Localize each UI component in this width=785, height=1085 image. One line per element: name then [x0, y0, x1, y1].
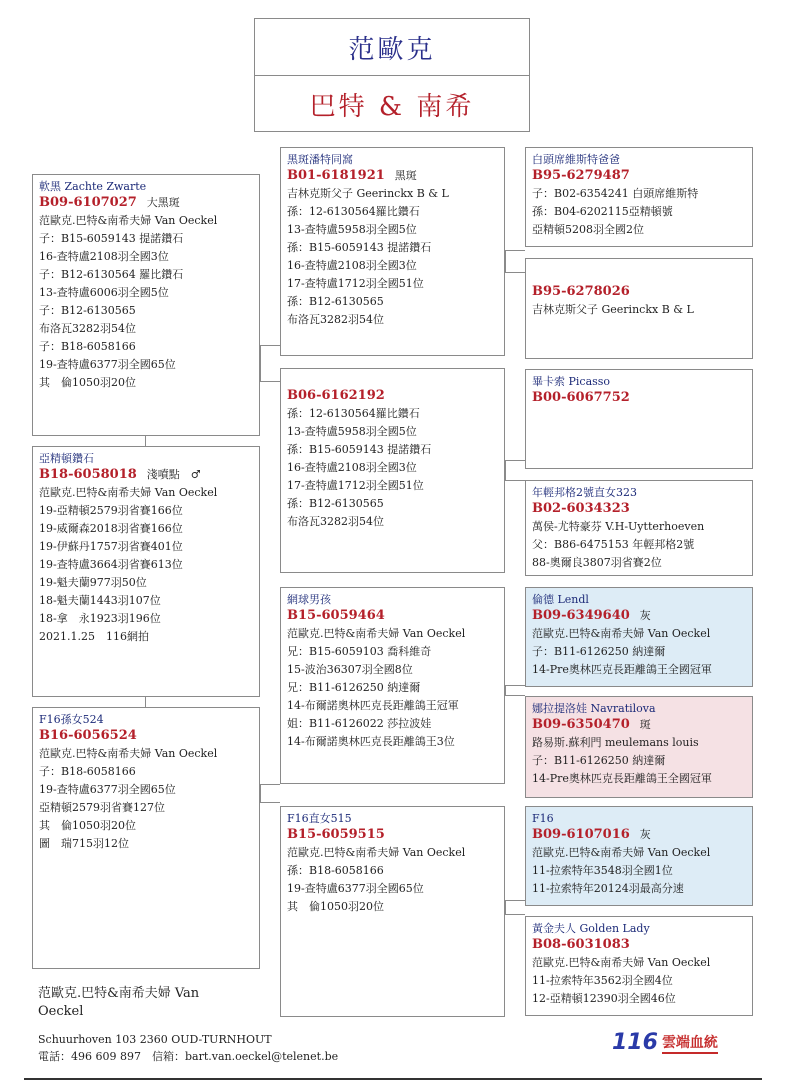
connector	[145, 697, 146, 707]
bird-name: F16	[532, 812, 554, 825]
bird-line: 孫：12-6130564羅比鑽石	[287, 205, 420, 218]
bird-line: 2021.1.25 116網拍	[39, 630, 149, 643]
bird-line: 19-查特盧6377羽全國65位	[39, 783, 176, 796]
pedigree-box-sss	[525, 147, 753, 247]
connector	[260, 345, 280, 346]
connector	[505, 900, 506, 914]
bird-line: 亞精頓2579羽省賽127位	[39, 801, 165, 814]
bird-line: 18-魁夫蘭1443羽107位	[39, 594, 161, 607]
bird-line: 孫：B04-6202115亞精頓號	[532, 205, 673, 218]
pedigree-box-dsd	[525, 696, 753, 798]
bird-line: 布洛瓦3282羽54位	[39, 322, 136, 335]
bird-line: 19-亞精頓2579羽省賽166位	[39, 504, 183, 517]
bird-line: 父：B86-6475153 年輕邦格2號	[532, 538, 695, 551]
bird-line: 14-布爾諾奧林匹克長距離鴿王3位	[287, 735, 455, 748]
connector	[505, 685, 525, 686]
pedigree-box-dam-dam	[280, 806, 505, 1017]
pedigree-box-dam	[32, 707, 260, 969]
ring-number: B01-6181921 黑斑	[287, 168, 417, 183]
bird-line: 范歐克.巴特&南希夫婦 Van Oeckel	[39, 486, 218, 499]
bird-line: 16-查特盧2108羽全國3位	[287, 259, 417, 272]
ring-number: B09-6107027 大黑斑	[39, 195, 180, 210]
bird-line: 萬侯-尤特豪芬 V.H-Uytterhoeven	[532, 520, 705, 533]
bird-line: 19-查特盧6377羽全國65位	[39, 358, 176, 371]
bird-line: 范歐克.巴特&南希夫婦 Van Oeckel	[39, 747, 218, 760]
ring-number: B02-6034323	[532, 501, 630, 516]
bird-name: 白頭席維斯特爸爸	[532, 153, 620, 166]
pedigree-box-subject	[32, 446, 260, 697]
bird-line: 16-查特盧2108羽全國3位	[39, 250, 169, 263]
ring-number: B09-6349640 灰	[532, 608, 651, 623]
pedigree-box-sire-dam	[280, 368, 505, 573]
bird-line: 19-查特盧3664羽省賽613位	[39, 558, 183, 571]
bird-line: 孫：B12-6130565	[287, 497, 384, 510]
bird-name: 黃金夫人 Golden Lady	[532, 922, 650, 935]
bird-line: 13-查特盧6006羽全國5位	[39, 286, 169, 299]
bird-line: 子：B18-6058166	[39, 765, 136, 778]
pedigree-box-ssd	[525, 258, 753, 359]
bird-line: 19-威爾森2018羽省賽166位	[39, 522, 183, 535]
color-note: 灰	[639, 828, 651, 841]
bird-line: 14-Pre奧林匹克長距離鴿王全國冠軍	[532, 663, 712, 676]
bird-name: 軟黑 Zachte Zwarte	[39, 180, 147, 193]
bird-line: 范歐克.巴特&南希夫婦 Van Oeckel	[532, 956, 711, 969]
bird-name: 黑斑潘特同窩	[287, 153, 353, 166]
bird-line: 圖 瑞715羽12位	[39, 837, 129, 850]
ring-number: B00-6067752	[532, 390, 630, 405]
bird-line: 17-查特盧1712羽全國51位	[287, 277, 424, 290]
bird-line: 子：B15-6059143 提諾鑽石	[39, 232, 184, 245]
bird-line: 11-拉索特年20124羽最高分速	[532, 882, 684, 895]
bird-line: 子：B02-6354241 白頭席維斯特	[532, 187, 699, 200]
bird-line: 子：B11-6126250 納達爾	[532, 754, 666, 767]
bird-line: 17-查特盧1712羽全國51位	[287, 479, 424, 492]
bird-line: 14-布爾諾奧林匹克長距離鴿王冠軍	[287, 699, 459, 712]
bird-line: 范歐克.巴特&南希夫婦 Van Oeckel	[532, 846, 711, 859]
pedigree-box-sire	[32, 174, 260, 436]
title-box	[254, 18, 530, 132]
connector	[505, 900, 525, 901]
color-note: 淺噴點 ♂	[146, 468, 201, 481]
owner-block	[38, 985, 199, 1021]
pedigree-box-ddd	[525, 916, 753, 1016]
bird-line: 19-魁夫蘭977羽50位	[39, 576, 147, 589]
bird-line: 其 倫1050羽20位	[287, 900, 384, 913]
bird-line: 其 倫1050羽20位	[39, 376, 136, 389]
bird-name: 網球男孩	[287, 593, 331, 606]
connector	[505, 695, 525, 696]
logo-text: 雲端血統	[662, 1032, 718, 1054]
bird-line: 88-奧爾良3807羽省賽2位	[532, 556, 662, 569]
ring-number: B18-6058018 淺噴點 ♂	[39, 467, 201, 482]
connector	[505, 685, 506, 695]
ring-number: B15-6059464	[287, 608, 385, 623]
bird-line: 兄：B11-6126250 納達爾	[287, 681, 421, 694]
connector	[505, 460, 506, 480]
ring-number: B06-6162192	[287, 388, 385, 403]
connector	[505, 460, 525, 461]
logo	[612, 1030, 718, 1055]
contact-info: 電話：496 609 897 信箱：bart.van.oeckel@telenet.be	[38, 1050, 339, 1063]
bird-line: 范歐克.巴特&南希夫婦 Van Oeckel	[532, 627, 711, 640]
owner-line: Oeckel	[38, 1004, 84, 1019]
pedigree-box-dam-sire	[280, 587, 505, 784]
bird-line: 15-波治36307羽全國8位	[287, 663, 413, 676]
connector	[260, 784, 280, 785]
ring-number: B09-6350470 斑	[532, 717, 651, 732]
bird-line: 16-查特盧2108羽全國3位	[287, 461, 417, 474]
connector	[505, 250, 506, 272]
bird-name: 娜拉提洛娃 Navratilova	[532, 702, 656, 715]
bird-line: 14-Pre奧林匹克長距離鴿王全國冠軍	[532, 772, 712, 785]
bird-line: 孫：B15-6059143 提諾鑽石	[287, 443, 432, 456]
bird-line: 子：B12-6130564 羅比鑽石	[39, 268, 184, 281]
bird-line: 子：B12-6130565	[39, 304, 136, 317]
bird-line: 范歐克.巴特&南希夫婦 Van Oeckel	[39, 214, 218, 227]
connector	[260, 784, 261, 802]
bird-line: 路易斯.蘇利門 meulemans louis	[532, 736, 699, 749]
color-note: 大黑斑	[146, 196, 180, 209]
connector	[260, 802, 280, 803]
ring-number: B95-6279487	[532, 168, 630, 183]
bird-line: 布洛瓦3282羽54位	[287, 313, 384, 326]
bird-line: 吉林克斯父子 Geerinckx B & L	[532, 303, 694, 316]
bird-line: 18-拿 永1923羽196位	[39, 612, 161, 625]
breeder-subtitle: 巴特 & 南希	[309, 91, 475, 122]
bird-line: 12-亞精頓12390羽全國46位	[532, 992, 676, 1005]
bird-line: 布洛瓦3282羽54位	[287, 515, 384, 528]
bird-line: 11-拉索特年3548羽全國1位	[532, 864, 673, 877]
bird-line: 孫：12-6130564羅比鑽石	[287, 407, 420, 420]
bird-line: 孫：B12-6130565	[287, 295, 384, 308]
pedigree-box-sire-sire	[280, 147, 505, 356]
bird-line: 姐：B11-6126022 莎拉波娃	[287, 717, 432, 730]
address: Schuurhoven 103 2360 OUD-TURNHOUT	[38, 1033, 272, 1046]
bird-line: 范歐克.巴特&南希夫婦 Van Oeckel	[287, 627, 466, 640]
connector	[145, 436, 146, 446]
logo-number: 116	[612, 1030, 658, 1055]
color-note: 灰	[639, 609, 651, 622]
bird-line: 子：B11-6126250 納達爾	[532, 645, 666, 658]
bird-line: 13-查特盧5958羽全國5位	[287, 223, 417, 236]
color-note: 黑斑	[394, 169, 417, 182]
bird-name: F16孫女524	[39, 713, 104, 726]
pedigree-box-dds	[525, 806, 753, 906]
connector	[505, 272, 525, 273]
ring-number: B16-6056524	[39, 728, 137, 743]
ring-number: B08-6031083	[532, 937, 630, 952]
contact-block	[38, 1031, 338, 1065]
connector	[505, 480, 525, 481]
bird-line: 19-查特盧6377羽全國65位	[287, 882, 424, 895]
bird-line: 其 倫1050羽20位	[39, 819, 136, 832]
bird-line: 亞精頓5208羽全國2位	[532, 223, 644, 236]
pedigree-box-sds	[525, 369, 753, 469]
connector	[260, 345, 261, 381]
owner-line: 范歐克.巴特&南希夫婦 Van	[38, 986, 200, 1001]
bird-line: 19-伊蘇丹1757羽省賽401位	[39, 540, 183, 553]
bird-line: 吉林克斯父子 Geerinckx B & L	[287, 187, 449, 200]
bird-line: 范歐克.巴特&南希夫婦 Van Oeckel	[287, 846, 466, 859]
ring-number: B95-6278026	[532, 284, 630, 299]
bird-name: 倫德 Lendl	[532, 593, 589, 606]
connector	[260, 381, 280, 382]
bottom-divider	[24, 1078, 762, 1080]
ring-number: B09-6107016 灰	[532, 827, 651, 842]
bird-name: F16直女515	[287, 812, 352, 825]
bird-name: 畢卡索 Picasso	[532, 375, 611, 388]
bird-line: 孫：B15-6059143 提諾鑽石	[287, 241, 432, 254]
color-note: 斑	[639, 718, 651, 731]
connector	[505, 250, 525, 251]
bird-line: 孫：B18-6058166	[287, 864, 384, 877]
bird-name: 年輕邦格2號直女323	[532, 486, 637, 499]
bird-line: 子：B18-6058166	[39, 340, 136, 353]
bird-line: 13-查特盧5958羽全國5位	[287, 425, 417, 438]
ring-number: B15-6059515	[287, 827, 385, 842]
connector	[505, 914, 525, 915]
bird-line: 11-拉索特年3562羽全國4位	[532, 974, 673, 987]
bird-line: 兄：B15-6059103 喬科維奇	[287, 645, 432, 658]
pedigree-box-dss	[525, 587, 753, 687]
bird-name: 亞精頓鑽石	[39, 452, 94, 465]
breeder-name: 范歐克	[255, 19, 529, 76]
pedigree-box-sdd	[525, 480, 753, 576]
